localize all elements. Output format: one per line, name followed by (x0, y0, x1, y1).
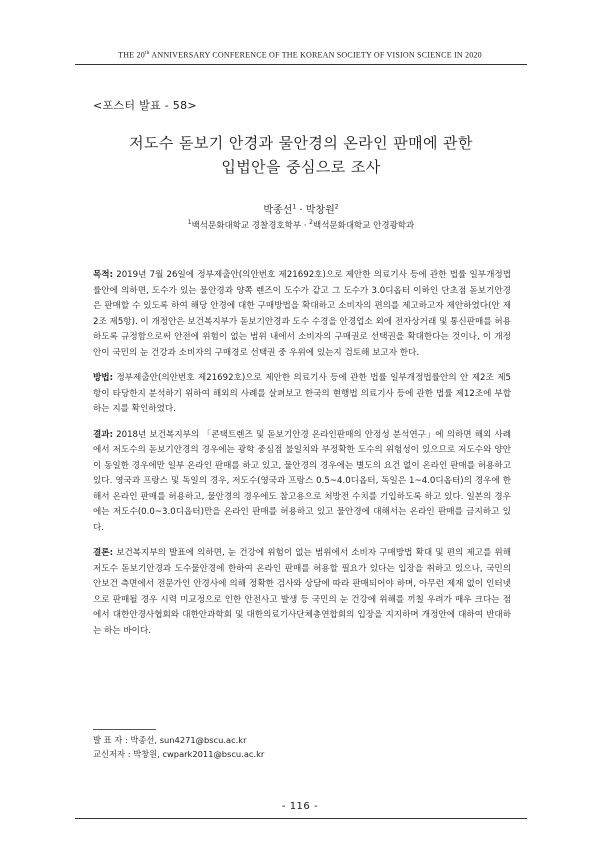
running-header-ordinal: th (144, 50, 150, 56)
result-section (93, 428, 511, 537)
affiliation-2: 백석문화대학교 안경광학과 (312, 221, 415, 231)
header-rule (75, 64, 527, 65)
title-line-2: 입법안을 중심으로 조사 (221, 158, 381, 176)
method-text: 정부제출안(의안번호 제21692호)으로 제안한 의료기사 등에 관한 법률 일부개정법률안의 안 제2조 제5항이 타당한지 분석하기 위하여 해외의 사례를 살펴보고 한국의 현행법 의료기사 등에 관한 법률 제12조에 부합하는 지를 확인하였다. (93, 373, 511, 414)
author-list (75, 201, 527, 216)
author-1-mark: 1 (292, 203, 297, 211)
purpose-text: 2019년 7월 26일에 정부제출안(의안번호 제21692호)으로 제안한 의료기사 등에 관한 법률 일부개정법률안에 의하면, 도수가 있는 물안경과 양쪽 렌즈이 도수가 같고 그 도수가 3.0디옵터 이하인 단초점 돋보기안경은 판매할 수 있도록 하여 해당 안경에 대한 구매방법을 확대하고 소비자의 편의를 제고하고자 제안하였다(안 제2조 제5항). 이 개정안은 보건복지부가 돋보기안경과 도수 수경을 안경업소 외에 전자상거래 및 통신판매를 허용하도록 규정함으로써 안전에 위험이 없는 범위 내에서 소비자의 구매권로 선택권을 확대한다는 것이나, 이 개정안이 국민의 눈 건강과 소비자의 구매경로 선택권 중 우위에 있는지 검토해 보고자 한다. (93, 270, 511, 358)
result-label: 결과: (93, 429, 114, 440)
affiliation-1-mark: 1 (187, 219, 192, 227)
result-text: 2018년 보건복지부의 「콘택트렌즈 및 돋보기안경 온라인판매의 안정성 분석연구」에 의하면 해외 사례에서 저도수의 돋보기안경의 경우에는 광학 중심점 불일치와 부정확한 도수의 위험성이 있으므로 저도수와 양안이 동일한 경우에만 일부 온라인 판매를 하고 있고, 물안경의 경우에는 별도의 요건 없이 온라인 판매를 허용하고 있다. 영국과 프랑스 및 독일의 경우, 저도수(영국과 프랑스 0.5~4.0디옵터, 독일은 1~4.0디옵터)의 경우에 한해서 온라인 판매를 허용하고, 물안경의 경우에도 참고용으로 처방전 수치를 기입하도록 하고 있다. 일본의 경우에는 저도수(0.0~3.0디옵터)만을 온라인 판매를 허용하고 있고 물안경에 대해서는 온라인 판매를 금지하고 있다. (93, 429, 511, 533)
paper-title (75, 131, 527, 179)
author-2: 박창원 (305, 205, 335, 216)
corresponding-author-line: 교신저자 : 박창원, cwpark2011@bscu.ac.kr (93, 749, 265, 759)
method-section (93, 371, 511, 418)
poster-tag: <포스터 발표 - 58> (93, 99, 197, 112)
author-2-mark: 2 (334, 203, 339, 211)
abstract-body (93, 268, 511, 649)
running-header-post: ANNIVERSARY CONFERENCE OF THE KOREAN SOCIETY OF VISION SCIENCE IN 2020 (149, 50, 482, 60)
author-separator: · (296, 205, 306, 216)
author-1: 박종선 (263, 205, 293, 216)
footnote (93, 733, 393, 761)
title-line-1: 저도수 돋보기 안경과 물안경의 온라인 판매에 관한 (129, 134, 473, 152)
conclusion-text: 보건복지부의 발표에 의하면, 눈 건강에 위험이 없는 범위에서 소비자 구매방법 확대 및 편의 제고를 위해 저도수 돋보기안경과 도수물안경에 한하여 온라인 판매를 허용할 필요가 있다는 입장을 취하고 있으나, 국민의 안보건 측면에서 전문가인 안경사에 의해 정확한 검사와 상담에 따라 판매되어야 하며, 아무런 제재 없이 인터넷으로 판매될 경우 시력 미교정으로 인한 안전사고 발생 등 국민의 눈 건강에 위해를 끼칠 우려가 매우 크다는 점에서 대한안경사협회와 대한안과학회 및 대한의료기사단체총연합회의 입장을 지지하며 개정안에 대하여 반대하는 하는 바이다. (93, 548, 511, 636)
footer-rule (75, 818, 527, 819)
affiliation-2-mark: 2 (309, 219, 313, 227)
purpose-label: 목적: (93, 270, 114, 280)
purpose-section (93, 268, 511, 361)
affiliation-1: 백석문화대학교 경찰경호학부 · (191, 221, 310, 231)
running-header-pre: THE 20 (118, 50, 145, 60)
page-number: - 116 - (281, 801, 319, 812)
method-label: 방법: (93, 373, 114, 383)
presenter-line: 발 표 자 : 박종선, sun4271@bscu.ac.kr (93, 735, 247, 745)
running-header (0, 50, 600, 60)
conclusion-label: 결론: (93, 548, 114, 558)
affiliations (75, 219, 527, 231)
footnote-rule (93, 729, 156, 730)
conclusion-section (93, 546, 511, 639)
